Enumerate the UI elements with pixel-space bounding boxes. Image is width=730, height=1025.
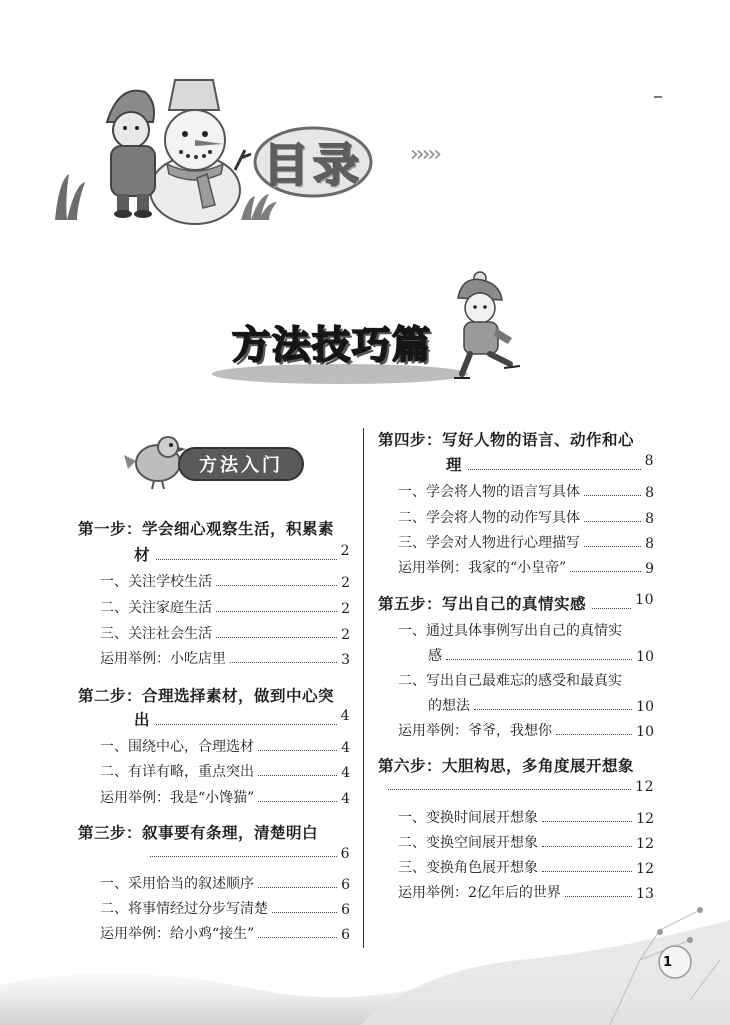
toc-entry[interactable]: 一、采用恰当的叙述顺序 6 xyxy=(100,876,350,893)
step-title: 第二步：合理选择素材，做到中心突 xyxy=(78,687,335,705)
column-divider xyxy=(363,428,364,948)
section-title: 方法技巧篇 xyxy=(232,323,433,367)
toc-step-1[interactable] xyxy=(78,517,350,539)
toc-entry[interactable]: 二、变换空间展开想象 12 xyxy=(398,835,654,852)
toc-entry[interactable]: 运用举例：我家的“小皇帝” 9 xyxy=(398,560,654,577)
toc-step-2-cont[interactable] xyxy=(78,708,350,730)
toc-step-1-cont[interactable] xyxy=(78,543,350,565)
page-title: 目录 xyxy=(263,138,363,192)
toc-entry[interactable]: 一、围绕中心，合理选材 4 xyxy=(100,739,350,756)
toc-entry[interactable]: 二、写出自己最难忘的感受和最真实 xyxy=(398,673,622,689)
toc-entry[interactable]: 一、关注学校生活 2 xyxy=(100,574,350,591)
step-title: 第六步：大胆构思，多角度展开想象 xyxy=(378,757,635,775)
toc-step-3-cont[interactable] xyxy=(78,846,350,862)
toc-entry[interactable]: 一、变换时间展开想象 12 xyxy=(398,810,654,827)
page-number: 6 xyxy=(340,846,350,862)
ice-skater-illustration xyxy=(440,268,530,388)
toc-step-3[interactable] xyxy=(78,821,350,843)
page-number: 10 xyxy=(635,592,654,608)
toc-step-6[interactable] xyxy=(378,754,654,776)
toc-entry[interactable]: 运用举例：我是“小馋猫” 4 xyxy=(100,790,350,807)
decorative-dash xyxy=(654,96,662,98)
toc-entry[interactable]: 运用举例：小吃店里 3 xyxy=(100,651,350,668)
toc-step-2[interactable] xyxy=(78,684,350,706)
grass-icon xyxy=(55,174,85,220)
toc-step-4[interactable] xyxy=(378,428,654,450)
footer-landscape-decoration xyxy=(0,890,730,1025)
page-number: 12 xyxy=(635,779,654,795)
toc-entry[interactable]: 三、变换角色展开想象 12 xyxy=(398,860,654,877)
step-title-cont: 出 xyxy=(134,711,151,729)
toc-entry[interactable]: 二、有详有略，重点突出 4 xyxy=(100,764,350,781)
toc-entry[interactable]: 运用举例：爷爷，我想你 10 xyxy=(398,723,654,740)
toc-entry-cont[interactable]: 的想法 10 xyxy=(428,698,654,715)
toc-entry-cont[interactable]: 感 10 xyxy=(428,648,654,665)
chevron-right-icon: ››››› xyxy=(410,142,439,167)
step-title: 第一步：学会细心观察生活，积累素 xyxy=(78,520,335,538)
sub-section-label: 方法入门 xyxy=(178,447,304,481)
toc-entry[interactable]: 二、学会将人物的动作写具体 8 xyxy=(398,510,654,527)
toc-entry[interactable]: 运用举例：给小鸡“接生” 6 xyxy=(100,926,350,943)
step-title: 第三步：叙事要有条理，清楚明白 xyxy=(78,824,319,842)
page-number: 4 xyxy=(340,708,350,724)
toc-entry[interactable]: 二、关注家庭生活 2 xyxy=(100,600,350,617)
toc-entry[interactable]: 二、将事情经过分步写清楚 6 xyxy=(100,901,350,918)
page-number: 8 xyxy=(644,453,654,469)
toc-entry[interactable]: 运用举例：2亿年后的世界 13 xyxy=(398,885,654,902)
toc-step-5[interactable] xyxy=(378,592,654,614)
page-number: 2 xyxy=(340,543,350,559)
step-title: 第四步：写好人物的语言、动作和心 xyxy=(378,431,635,449)
toc-entry[interactable]: 一、学会将人物的语言写具体 8 xyxy=(398,484,654,501)
page-number-footer: 1 xyxy=(663,955,673,970)
toc-entry[interactable]: 三、关注社会生活 2 xyxy=(100,626,350,643)
toc-entry[interactable]: 一、通过具体事例写出自己的真情实 xyxy=(398,623,622,639)
toc-step-4-cont[interactable] xyxy=(378,453,654,475)
step-title-cont: 材 xyxy=(134,546,151,564)
toc-step-6-cont[interactable] xyxy=(378,779,654,795)
toc-title-badge xyxy=(252,125,374,199)
step-title: 第五步：写出自己的真情实感 xyxy=(378,595,587,613)
step-title-cont: 理 xyxy=(446,456,463,474)
toc-entry[interactable]: 三、学会对人物进行心理描写 8 xyxy=(398,535,654,552)
